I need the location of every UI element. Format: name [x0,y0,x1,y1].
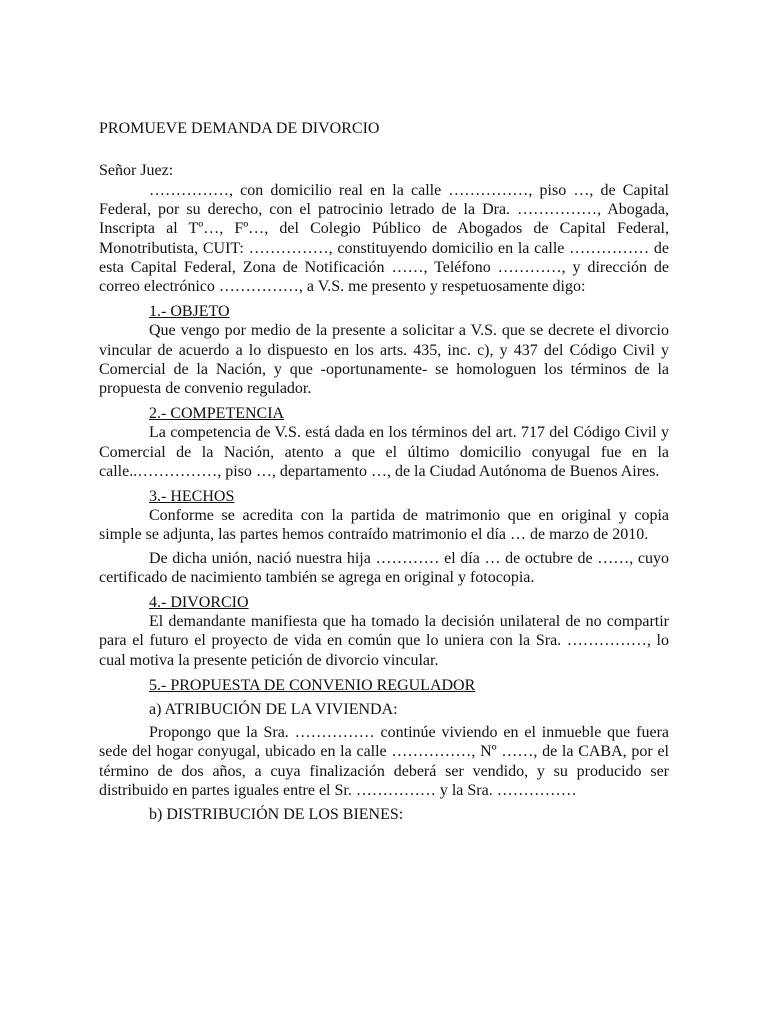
convenio-subheading-b: b) DISTRIBUCIÓN DE LOS BIENES: [149,806,404,824]
section-heading-competencia [99,404,669,423]
section-heading-objeto-text: 1.- OBJETO [149,303,230,321]
section-heading-objeto [99,302,669,321]
hechos-paragraph-1: Conforme se acredita con la partida de matrimonio que en original y copia simple se adjunta, las partes hemos contraído matrimonio el día … de marzo de 2010. [99,507,669,544]
document-title: PROMUEVE DEMANDA DE DIVORCIO [99,120,380,137]
section-heading-convenio [99,676,669,695]
section-heading-convenio-text: 5.- PROPUESTA DE CONVENIO REGULADOR [149,676,476,694]
intro-paragraph: ……………, con domicilio real en la calle ……………, piso …, de Capital Federal, por su derecho, con el patrocinio letrado de la Dra. ……………, Abogada, Inscripta al Tº…, Fº…, del Colegio Público de Abogados de Capital Federal, Monotributista, CUIT: ……………, constituyendo domicilio en la calle …………… de esta Capital Federal, Zona de Notificación ……, Teléfono …………, y dirección de correo electrónico ……………, a V.S. me presento y respetuosamente digo: [99,182,669,296]
divorcio-paragraph: El demandante manifiesta que ha tomado la decisión unilateral de no compartir para el futuro el proyecto de vida en común que lo uniera con la Sra. ……………, lo cual motiva la presente petición de divorcio vincular. [99,613,669,669]
competencia-paragraph: La competencia de V.S. está dada en los términos del art. 717 del Código Civil y Comercial de la Nación, atento a que el último domicilio conyugal fue en la calle..……………, piso …, departamento …, de la Ciudad Autónoma de Buenos Aires. [99,424,669,480]
convenio-paragraph-a: Propongo que la Sra. …………… continúe viviendo en el inmueble que fuera sede del hogar conyugal, ubicado en la calle ……………, Nº ……, de la CABA, por el término de dos años, a cuya finalización deberá ser vendido, y su producido ser distribuido en partes iguales entre el Sr. …………… y la Sra. …………… [99,724,669,799]
section-heading-hechos-text: 3.- HECHOS [149,488,235,506]
section-heading-divorcio [99,593,669,612]
hechos-paragraph-2: De dicha unión, nació nuestra hija ………… el día … de octubre de ……, cuyo certificado de nacimiento también se agrega en original y fotocopia. [99,549,669,586]
section-heading-competencia-text: 2.- COMPETENCIA [149,405,285,423]
section-heading-divorcio-text: 4.- DIVORCIO [149,594,249,612]
objeto-paragraph: Que vengo por medio de la presente a solicitar a V.S. que se decrete el divorcio vincular de acuerdo a lo dispuesto en los arts. 435, inc. c), y 437 del Código Civil y Comercial de la Nación, y que -oportunamente- se homologuen los términos de la propuesta de convenio regulador. [99,322,669,398]
convenio-subheading-a: a) ATRIBUCIÓN DE LA VIVIENDA: [149,701,398,719]
salutation: Señor Juez: [99,162,174,179]
section-heading-hechos [99,487,669,506]
